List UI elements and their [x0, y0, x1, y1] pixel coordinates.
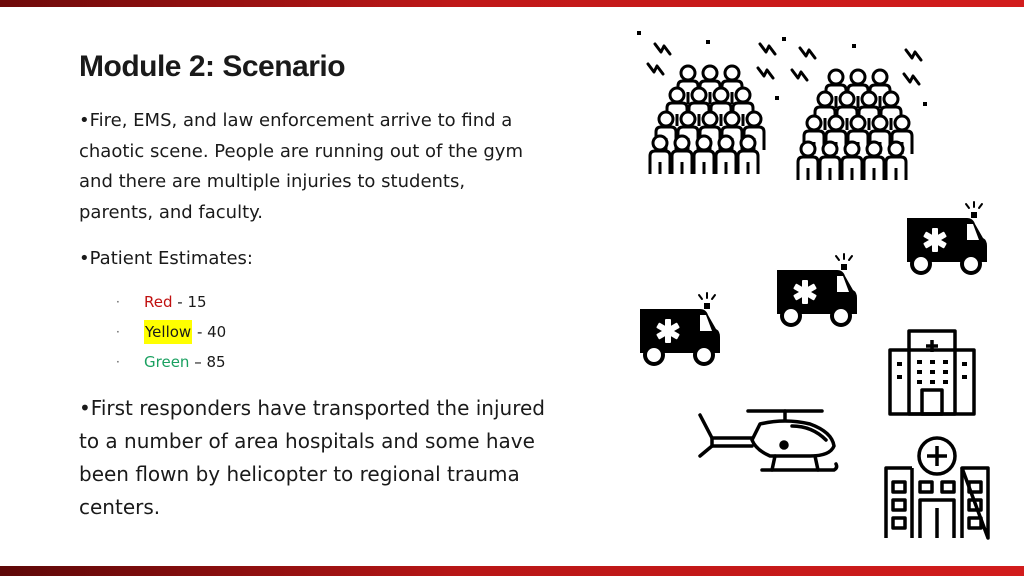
triage-yellow-count: 40 [207, 323, 227, 341]
separator: - [172, 293, 188, 311]
triage-green-count: 85 [206, 353, 226, 371]
slide-title: Module 2: Scenario [79, 50, 346, 83]
bottom-accent-bar [0, 566, 1024, 576]
separator: - [192, 323, 208, 341]
bullet: · [116, 295, 120, 309]
ambulance-icon [907, 202, 987, 273]
patient-estimates-heading: •Patient Estimates: [79, 248, 253, 269]
scenario-paragraph: •Fire, EMS, and law enforcement arrive to find a chaotic scene. People are running out of the gym and there are multiple injuries to students, parents, and faculty. [79, 110, 523, 223]
ambulance-icon [640, 293, 720, 364]
hospital-icon [886, 438, 988, 538]
triage-red-label: Red [144, 293, 173, 311]
triage-red-count: 15 [187, 293, 207, 311]
bullet: · [116, 325, 120, 339]
separator: – [189, 353, 207, 371]
bullet: · [116, 355, 120, 369]
helicopter-icon [700, 411, 837, 470]
crowd-icon [782, 37, 927, 180]
triage-green-label: Green [144, 353, 190, 371]
transport-paragraph: •First responders have transported the injured to a number of area hospitals and some have been flown by helicopter to regional trauma centers. [79, 396, 545, 519]
ambulance-icon [777, 254, 857, 325]
hospital-icon [890, 331, 974, 414]
crowd-icon [637, 31, 779, 174]
triage-yellow-label: Yellow [144, 320, 192, 344]
